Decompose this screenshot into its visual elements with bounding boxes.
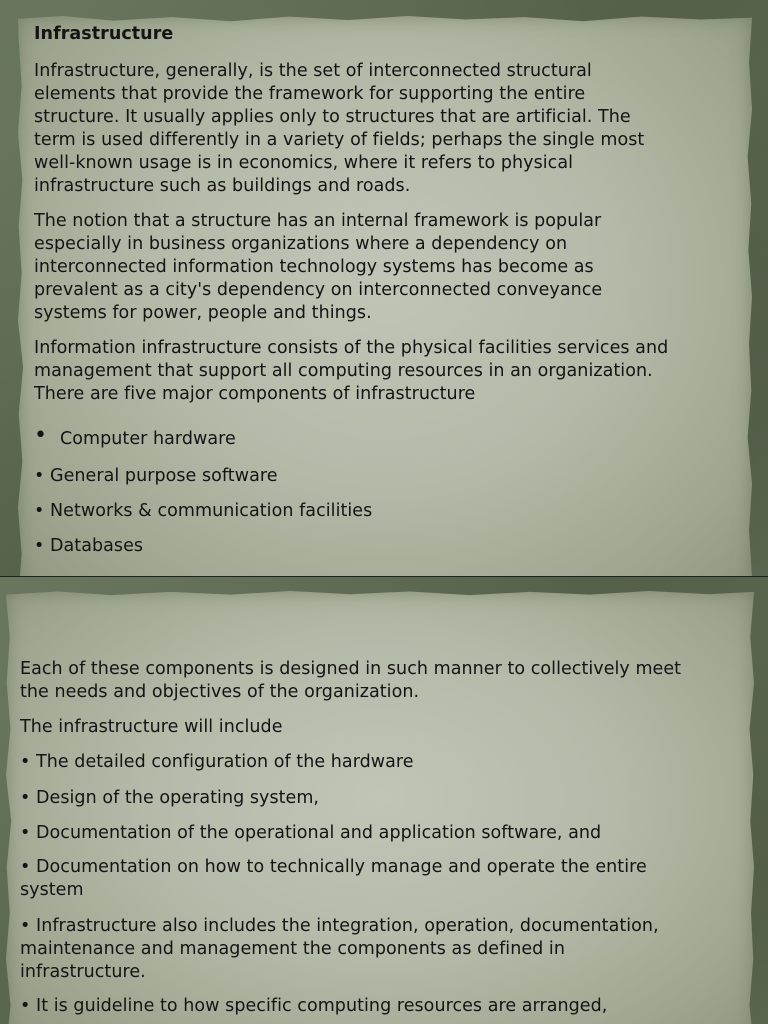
list-item: • Infrastructure also includes the integration, operation, documentation, bbox=[20, 916, 659, 936]
paragraph-line: the needs and objectives of the organization. bbox=[20, 682, 420, 702]
paragraph-2-line: interconnected information technology systems has become as bbox=[34, 257, 594, 277]
list-item: • Databases bbox=[34, 536, 144, 556]
paragraph-2-line: systems for power, people and things. bbox=[34, 303, 372, 323]
paragraph-1-line: elements that provide the framework for supporting the entire bbox=[34, 84, 586, 104]
paragraph-2-line: The notion that a structure has an internal framework is popular bbox=[34, 211, 602, 231]
paragraph-1-line: infrastructure such as buildings and roads. bbox=[34, 176, 411, 196]
list-item-continuation: infrastructure. bbox=[20, 962, 146, 982]
paragraph-1-line: structure. It usually applies only to structures that are artificial. The bbox=[34, 107, 631, 127]
paragraph-line: Each of these components is designed in such manner to collectively meet bbox=[20, 659, 682, 679]
list-item: • General purpose software bbox=[34, 466, 278, 486]
bullet-dot: • bbox=[34, 423, 47, 448]
paragraph-1-line: Infrastructure, generally, is the set of interconnected structural bbox=[34, 61, 592, 81]
slide-title: Infrastructure bbox=[34, 24, 174, 44]
list-item: Computer hardware bbox=[60, 429, 236, 449]
list-item: • The detailed configuration of the hardware bbox=[20, 752, 414, 772]
list-item-continuation: maintenance and management the components as defined in bbox=[20, 939, 565, 959]
paragraph-3-line: management that support all computing resources in an organization. bbox=[34, 361, 653, 381]
paragraph-1-line: term is used differently in a variety of fields; perhaps the single most bbox=[34, 130, 645, 150]
paragraph-1-line: well-known usage is in economics, where it refers to physical bbox=[34, 153, 574, 173]
paragraph-2-line: especially in business organizations where a dependency on bbox=[34, 234, 568, 254]
paragraph-3-line: There are five major components of infrastructure bbox=[34, 384, 476, 404]
list-item-continuation: system bbox=[20, 880, 84, 900]
list-item: • Networks & communication facilities bbox=[34, 501, 373, 521]
slide-2 bbox=[0, 577, 768, 1024]
list-item: • Design of the operating system, bbox=[20, 788, 320, 808]
intro-line: The infrastructure will include bbox=[20, 717, 283, 737]
list-item: • Documentation of the operational and application software, and bbox=[20, 823, 602, 843]
list-item: • Documentation on how to technically manage and operate the entire bbox=[20, 857, 647, 877]
paragraph-2-line: prevalent as a city's dependency on interconnected conveyance bbox=[34, 280, 603, 300]
list-item: • It is guideline to how specific computing resources are arranged, bbox=[20, 996, 608, 1016]
paragraph-3-line: Information infrastructure consists of the physical facilities services and bbox=[34, 338, 669, 358]
